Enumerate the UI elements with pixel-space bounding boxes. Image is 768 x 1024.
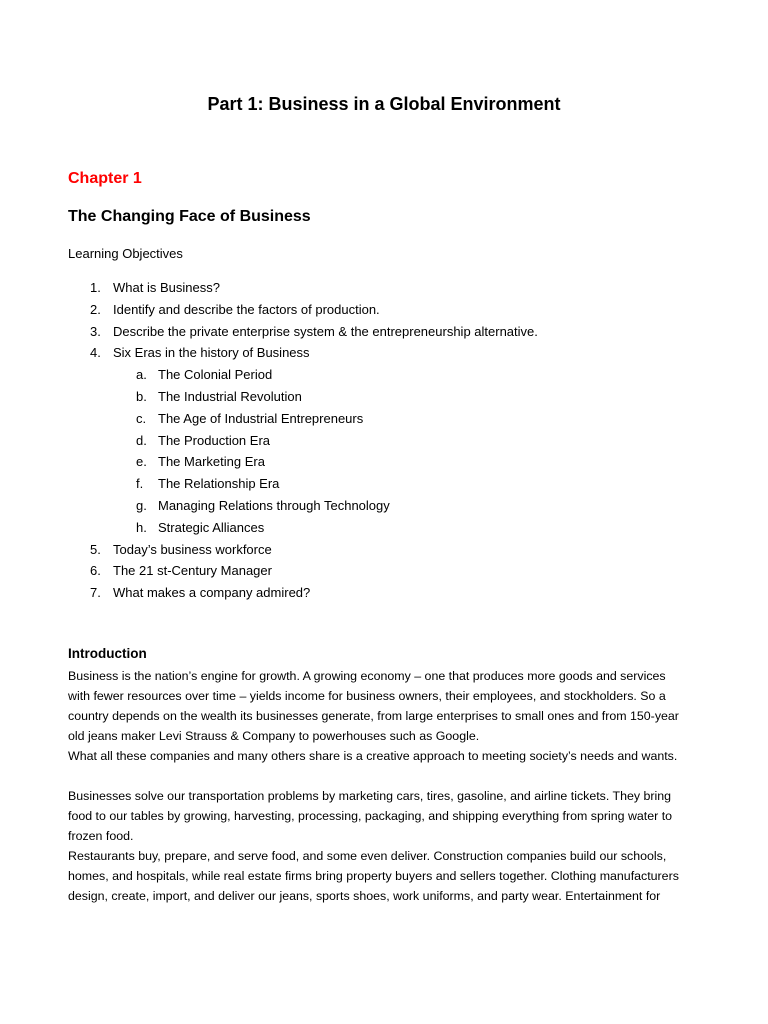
objective-item-number: 7. xyxy=(90,585,101,601)
era-item-text: The Colonial Period xyxy=(158,367,273,383)
objective-item-number: 6. xyxy=(90,563,101,579)
objective-item-number: 1. xyxy=(90,280,101,295)
objective-item-number: 3. xyxy=(90,323,101,339)
paragraph-line: old jeans maker Levi Strauss & Company to powerhouses such as Google. xyxy=(68,729,480,743)
paragraph-line: country depends on the wealth its businesses generate, from large enterprises to small ones and from 150-year xyxy=(68,709,679,723)
era-item-text: The Industrial Revolution xyxy=(158,389,302,404)
objective-item-number: 4. xyxy=(90,345,101,361)
era-item-number: g. xyxy=(136,498,147,513)
objective-item-number: 5. xyxy=(90,541,101,557)
era-item-text: The Marketing Era xyxy=(158,454,265,470)
learning-objectives-heading: Learning Objectives xyxy=(68,246,183,261)
chapter-title: The Changing Face of Business xyxy=(68,208,311,225)
era-item-number: a. xyxy=(136,367,147,383)
paragraph-line: Restaurants buy, prepare, and serve food, and some even deliver. Construction companies build our schools, xyxy=(68,849,667,863)
era-item-text: Strategic Alliances xyxy=(158,519,265,535)
objective-item-text: Today’s business workforce xyxy=(113,541,272,557)
era-item-number: e. xyxy=(136,454,147,470)
paragraph-line: food to our tables by growing, harvesting, processing, packaging, and shipping everything from spring water to xyxy=(68,809,673,823)
objective-item-text: Identify and describe the factors of production. xyxy=(113,301,380,317)
paragraph-line: frozen food. xyxy=(68,829,134,843)
era-item-text: The Production Era xyxy=(158,432,271,448)
objective-item-text: Six Eras in the history of Business xyxy=(113,345,310,361)
era-item-text: The Relationship Era xyxy=(158,476,280,492)
paragraph-line: Business is the nation’s engine for growth. A growing economy – one that produces more goods and services xyxy=(68,669,666,683)
objective-item-text: Describe the private enterprise system & the entrepreneurship alternative. xyxy=(113,323,538,339)
part-title: Part 1: Business in a Global Environment xyxy=(207,94,561,114)
objective-item-number: 2. xyxy=(90,301,101,317)
paragraph-line: What all these companies and many others share is a creative approach to meeting society’s needs and wants. xyxy=(68,749,678,763)
paragraph-line: with fewer resources over time – yields income for business owners, their employees, and stockholders. So a xyxy=(68,689,666,703)
chapter-label: Chapter 1 xyxy=(68,170,142,187)
era-item-number: f. xyxy=(136,476,144,492)
paragraph-line: Businesses solve our transportation problems by marketing cars, tires, gasoline, and airline tickets. They bring xyxy=(68,789,672,803)
era-item-number: d. xyxy=(136,432,147,448)
era-item-number: h. xyxy=(136,519,147,535)
introduction-heading: Introduction xyxy=(68,646,147,661)
era-item-number: b. xyxy=(136,389,147,404)
paragraph-line: design, create, import, and deliver our jeans, sports shoes, work uniforms, and party wear. Entertainment for xyxy=(68,889,661,903)
era-item-text: Managing Relations through Technology xyxy=(158,498,390,513)
objective-item-text: What makes a company admired? xyxy=(113,585,311,601)
paragraph-line: homes, and hospitals, while real estate firms bring property buyers and sellers together. Clothing manufacturers xyxy=(68,869,679,883)
objective-item-text: What is Business? xyxy=(113,280,220,295)
era-item-number: c. xyxy=(136,410,147,426)
objective-item-text: The 21 st-Century Manager xyxy=(113,563,272,579)
era-item-text: The Age of Industrial Entrepreneurs xyxy=(158,410,364,426)
